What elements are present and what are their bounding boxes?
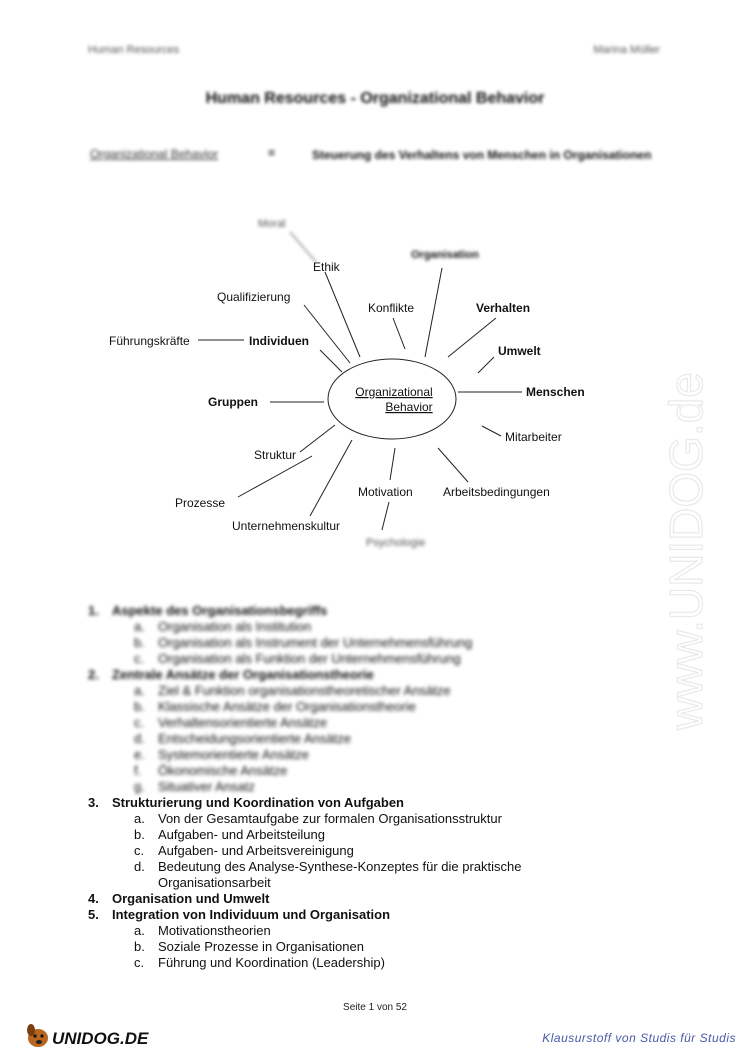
label-individuen: Individuen bbox=[249, 334, 309, 348]
label-mitarbeiter: Mitarbeiter bbox=[505, 430, 562, 444]
table-of-contents bbox=[88, 603, 648, 971]
motivation-spoke bbox=[390, 448, 395, 480]
umwelt-spoke bbox=[478, 357, 494, 373]
label-motivation: Motivation bbox=[358, 485, 413, 499]
center-ellipse bbox=[328, 359, 456, 439]
page-title: Human Resources - Organizational Behavior bbox=[205, 90, 545, 107]
list-item: b. Klassische Ansätze der Organisationstheorie bbox=[134, 699, 416, 714]
center-label-line2: Behavior bbox=[385, 400, 433, 414]
list-item: c. Führung und Koordination (Leadership) bbox=[134, 955, 385, 970]
label-qualifizierung: Qualifizierung bbox=[217, 290, 291, 304]
section-5: 5. Integration von Individuum und Organisation bbox=[88, 907, 391, 922]
definition-term: Organizational Behavior bbox=[90, 147, 219, 161]
label-struktur: Struktur bbox=[254, 448, 297, 462]
list-item: a. Organisation als Institution bbox=[134, 619, 312, 634]
qualifizierung-spoke bbox=[304, 305, 350, 363]
section-3: 3. Strukturierung und Koordination von Aufgaben bbox=[88, 795, 404, 810]
list-item: g. Situativer Ansatz bbox=[134, 779, 255, 794]
watermark bbox=[640, 280, 740, 740]
unternehmenskultur-spoke bbox=[310, 440, 352, 516]
struktur-spoke bbox=[300, 425, 335, 452]
label-unternehmenskultur: Unternehmenskultur bbox=[232, 519, 341, 533]
label-prozesse: Prozesse bbox=[175, 496, 226, 510]
list-item-continuation: Organisationsarbeit bbox=[158, 875, 271, 890]
list-item: e. Systemorientierte Ansätze bbox=[134, 747, 310, 762]
list-item: c. Organisation als Funktion der Unternehmensführung bbox=[134, 651, 461, 666]
moral-connector bbox=[290, 232, 316, 262]
label-arbeitsbedingungen: Arbeitsbedingungen bbox=[443, 485, 550, 499]
section-1: 1. Aspekte des Organisationsbegriffs bbox=[88, 603, 328, 618]
label-fuehrungskraefte: Führungskräfte bbox=[109, 334, 190, 348]
center-label-line1: Organizational bbox=[355, 385, 433, 399]
mitarbeiter-spoke bbox=[482, 426, 501, 436]
list-item: d. Entscheidungsorientierte Ansätze bbox=[134, 731, 351, 746]
list-item: c. Verhaltensorientierte Ansätze bbox=[134, 715, 328, 730]
list-item: b. Aufgaben- und Arbeitsteilung bbox=[134, 827, 325, 842]
footer-slogan: Klausurstoff von Studis für Studis bbox=[542, 1031, 736, 1045]
definition-dash: = bbox=[268, 146, 276, 160]
section-4: 4. Organisation und Umwelt bbox=[88, 891, 270, 906]
label-psychologie: Psychologie bbox=[366, 537, 426, 549]
header-left: Human Resources bbox=[88, 44, 180, 56]
label-verhalten: Verhalten bbox=[476, 301, 531, 315]
prozesse-spoke bbox=[238, 456, 312, 497]
psychologie-spoke bbox=[382, 502, 389, 530]
verhalten-spoke bbox=[448, 318, 496, 357]
label-gruppen: Gruppen bbox=[208, 395, 258, 409]
definition-text: Steuerung des Verhaltens von Menschen in Organisationen bbox=[312, 148, 652, 162]
label-menschen: Menschen bbox=[526, 385, 585, 399]
konflikte-spoke bbox=[393, 318, 405, 349]
organisation-spoke bbox=[425, 268, 442, 357]
svg-text:UNIDOG.DE: UNIDOG.DE bbox=[52, 1029, 149, 1048]
arbeitsbedingungen-spoke bbox=[438, 448, 468, 482]
list-item: a. Motivationstheorien bbox=[134, 923, 271, 938]
label-ethik: Ethik bbox=[313, 260, 340, 274]
svg-text:www.UNIDOG.de: www.UNIDOG.de bbox=[660, 372, 712, 730]
label-konflikte: Konflikte bbox=[368, 301, 415, 315]
label-organisation: Organisation bbox=[411, 249, 479, 261]
list-item: d. Bedeutung des Analyse-Synthese-Konzeptes für die praktische bbox=[134, 859, 522, 874]
dog-icon bbox=[27, 1024, 48, 1047]
section-2: 2. Zentrale Ansätze der Organisationstheorie bbox=[88, 667, 374, 682]
page-number: Seite 1 von 52 bbox=[343, 1002, 407, 1013]
list-item: b. Soziale Prozesse in Organisationen bbox=[134, 939, 364, 954]
list-item: f. Ökonomische Ansätze bbox=[134, 763, 288, 778]
individuen-spoke bbox=[320, 350, 342, 372]
list-item: a. Ziel & Funktion organisationstheoretischer Ansätze bbox=[134, 683, 451, 698]
list-item: a. Von der Gesamtaufgabe zur formalen Organisationsstruktur bbox=[134, 811, 502, 826]
list-item: b. Organisation als Instrument der Unternehmensführung bbox=[134, 635, 473, 650]
label-moral: Moral bbox=[258, 218, 286, 230]
ethik-spoke bbox=[325, 272, 360, 357]
label-umwelt: Umwelt bbox=[498, 344, 541, 358]
unidog-logo[interactable] bbox=[24, 1018, 154, 1052]
header-right: Marina Müller bbox=[593, 44, 660, 56]
list-item: c. Aufgaben- und Arbeitsvereinigung bbox=[134, 843, 354, 858]
